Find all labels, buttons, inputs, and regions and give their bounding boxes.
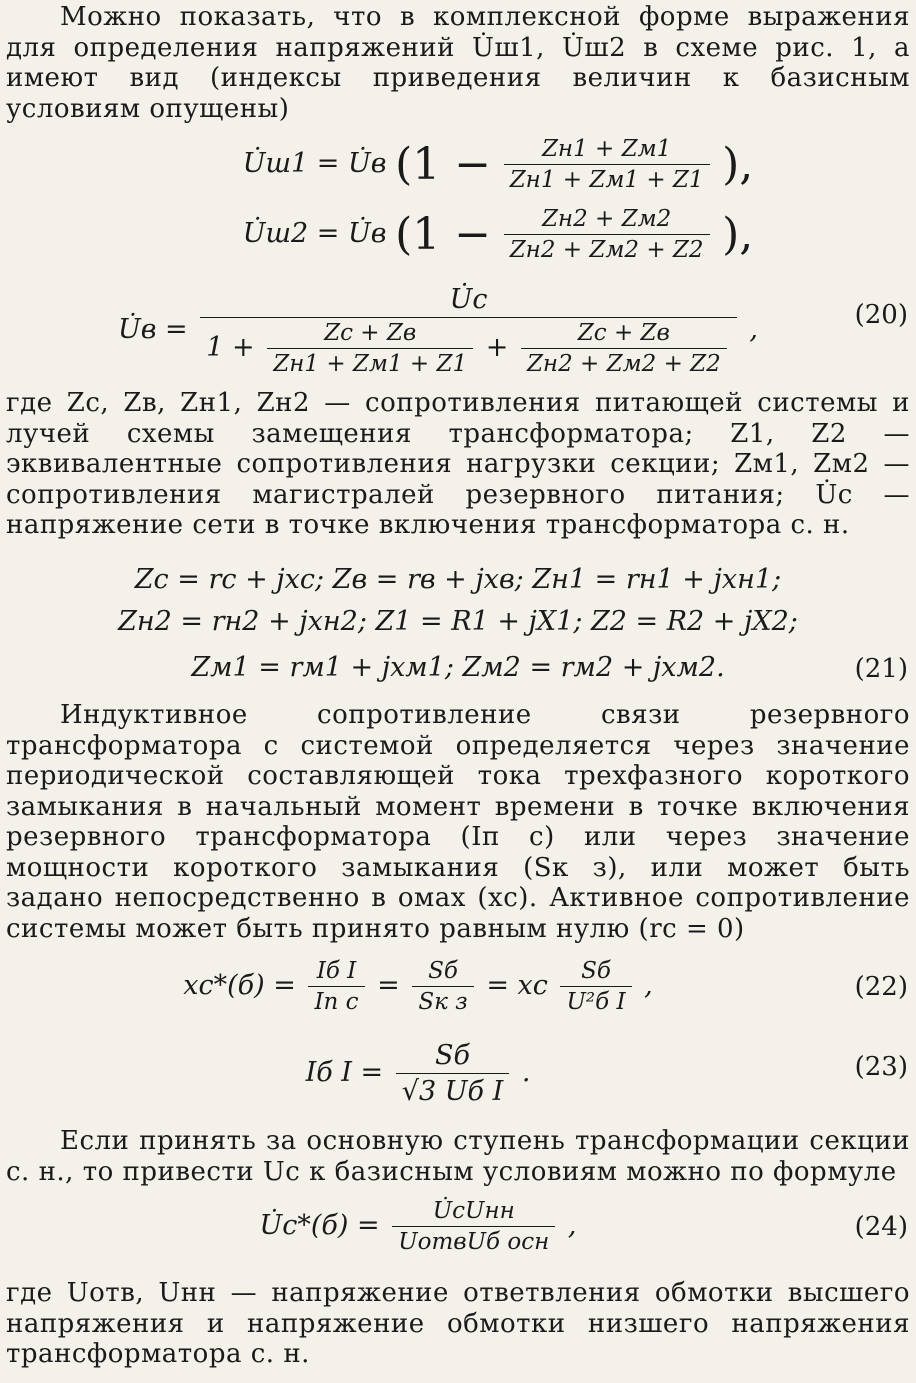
equation-number-20: (20) xyxy=(854,300,908,330)
paragraph-definitions: где Zс, Zв, Zн1, Zн2 — сопротивления питающей системы и лучей схемы замещения трансформатора; Z1, Z2 — эквивалентные сопротивления нагрузки секции; Zм1, Zм2 — сопротивления магистралей резервного питания; U̇с — напряжение сети в точке включения трансформатора с. н. xyxy=(6,388,910,540)
equation-ush1: U̇ш1 = U̇в (1 − $\frac{Zн1 + Zм1}{Zн1 + Zм1 + Z1}$ ), xyxy=(242,136,754,193)
paragraph-base-conversion: Если принять за основную ступень трансформации секции с. н., то привести Uс к базисным условиям можно по формуле xyxy=(6,1126,910,1187)
equation-20: U̇в = U̇с 1 + $\frac{Zс + Zв}{Zн1 + Zм1 + Z1}$ + $\frac{Zс + Zв}{Zн2 + Zм2 + Z2}$ , xyxy=(118,284,758,377)
paragraph-tap-voltage: где Uотв, Uнн — напряжение ответвления обмотки высшего напряжения и напряжение обмотки низшего напряжения трансформатора с. н. xyxy=(6,1278,910,1369)
equation-number-24: (24) xyxy=(854,1212,908,1242)
equation-24: U̇с*(б) = $\frac{\text{U̇сUнн}}{\text{UотвUб осн}}$ , xyxy=(259,1198,577,1255)
equation-23: Iб I = $\frac{Sб}{\text{√3 Uб I}}$ . xyxy=(305,1040,531,1107)
equation-21-line3: Zм1 = rм1 + jxм1; Zм2 = rм2 + jxм2. xyxy=(191,652,725,683)
equation-ush2: U̇ш2 = U̇в (1 − $\frac{Zн2 + Zм2}{Zн2 + Zм2 + Z2}$ ), xyxy=(242,206,754,263)
paragraph-intro: Можно показать, что в комплексной форме выражения для определения напряжений U̇ш1, U̇ш2 в схеме рис. 1, а имеют вид (индексы приведения величин к базисным условиям опущены) xyxy=(6,2,910,124)
equation-number-22: (22) xyxy=(854,972,908,1002)
equation-number-23: (23) xyxy=(854,1052,908,1082)
paragraph-inductive: Индуктивное сопротивление связи резервного трансформатора с системой определяется через значение периодической составляющей тока трехфазного короткого замыкания в начальный момент времени в точке включения резервного трансформатора (Iп с) или через значение мощности короткого замыкания (Sк з), или может быть задано непосредственно в омах (xс). Активное сопротивление системы может быть принято равным нулю (rс = 0) xyxy=(6,700,910,944)
equation-21-line1: Zс = rс + jxс; Zв = rв + jxв; Zн1 = rн1 + jxн1; xyxy=(134,564,782,595)
equation-22: xс*(б) = $\frac{\text{Iб I}}{\text{Iп с}}$ = $\frac{Sб}{\text{Sк з}}$ = xс $\frac{Sб}{\text{U²б I}}$ , xyxy=(183,958,653,1015)
equation-21-line2: Zн2 = rн2 + jxн2; Z1 = R1 + jX1; Z2 = R2 + jX2; xyxy=(118,606,798,637)
equation-number-21: (21) xyxy=(854,654,908,684)
